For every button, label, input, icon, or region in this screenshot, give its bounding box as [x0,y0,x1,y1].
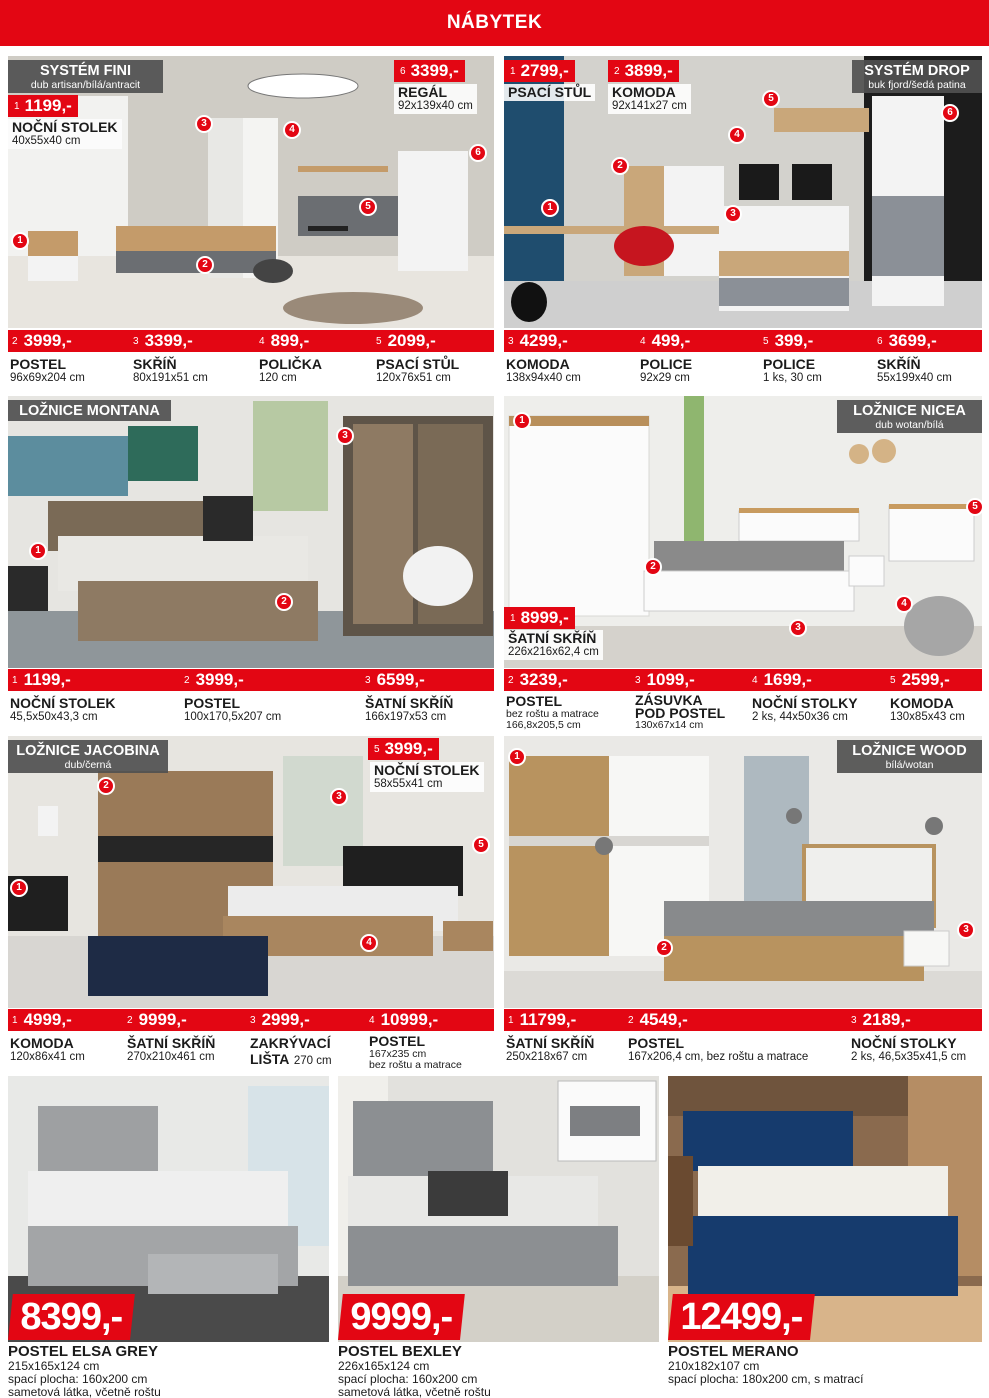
price-tag: 4 10999,- [369,1010,439,1029]
marker-1: 1 [541,199,559,217]
fini-subtitle: dub artisan/bílá/antracit [30,79,141,91]
nicea-price-tag-1: 1 8999,- [504,607,575,629]
jacobina-item-4: POSTEL 167x235 cm bez roštu a matrace [369,1033,462,1070]
section-drop [504,56,982,390]
price-tag: 3 4299,- [508,331,568,350]
fini-item-6 [394,84,477,114]
marker-1: 1 [508,748,526,766]
merano-details: POSTEL MERANO 210x182x107 cm spací plocha: 180x200 cm, s matrací [668,1343,864,1386]
price-tag: 4 899,- [259,331,310,350]
nicea-item-5: KOMODA 130x85x43 cm [890,695,965,723]
nicea-item-1 [504,630,603,660]
item-dims: 40x55x40 cm [12,135,81,147]
item-name: NOČNÍ STOLEK [374,762,480,778]
nicea-title: LOŽNICE NICEA [853,403,966,419]
page-header [0,0,989,46]
marker-2: 2 [611,157,629,175]
marker-5: 5 [966,498,982,516]
marker-5: 5 [762,90,780,108]
elsa-price: 8399,- [8,1294,135,1340]
marker-4: 4 [895,595,913,613]
price-tag: 5 2599,- [890,670,950,689]
nicea-item-3: ZÁSUVKA POD POSTEL 130x67x14 cm [635,692,726,730]
montana-item-3: ŠATNÍ SKŘÍŇ 166x197x53 cm [365,695,454,723]
drop-item-1: PSACÍ STŮL [504,84,595,101]
marker-3: 3 [957,921,975,939]
nicea-item-4: NOČNÍ STOLKY 2 ks, 44x50x36 cm [752,695,858,723]
montana-price-strip [8,669,494,691]
fini-price-strip [8,330,494,352]
wood-title: LOŽNICE WOOD [852,743,967,759]
marker-2: 2 [275,593,293,611]
fini-label [8,60,163,93]
price-tag: 4 499,- [640,331,691,350]
section-jacobina [8,736,494,1070]
price-tag: 2 4549,- [628,1010,688,1029]
fini-item-2: POSTEL 96x69x204 cm [10,356,85,384]
nicea-label [837,400,982,433]
page-title: NÁBYTEK [446,12,543,33]
marker-4: 4 [360,934,378,952]
jacobina-price-strip [8,1009,494,1031]
nicea-photo [504,396,982,668]
item-dims: 58x55x41 cm [374,778,443,790]
fini-price-tag-1: 1 1199,- [8,95,78,117]
drop-price-strip [504,330,982,352]
wood-label [837,740,982,773]
marker-1: 1 [11,232,29,250]
price-tag: 1 1199,- [12,670,71,689]
drop-item-3: KOMODA 138x94x40 cm [506,356,581,384]
drop-subtitle: buk fjord/šedá patina [868,79,966,91]
price-tag: 2 3999,- [12,331,72,350]
section-montana [8,396,494,730]
wood-item-3: NOČNÍ STOLKY 2 ks, 46,5x35x41,5 cm [851,1035,967,1063]
marker-1: 1 [29,542,47,560]
nicea-price-strip [504,669,982,691]
drop-price-tag-1: 1 2799,- [504,60,575,82]
bed-card-bexley [338,1076,659,1398]
fini-item-5: PSACÍ STŮL 120x76x51 cm [376,356,460,384]
marker-1: 1 [10,879,28,897]
drop-item-6: SKŘÍŇ 55x199x40 cm [877,356,952,384]
wood-photo [504,736,982,1008]
price-tag: 5 399,- [763,331,814,350]
jacobina-price-tag-5: 5 3999,- [368,738,439,760]
marker-1: 1 [513,412,531,430]
marker-3: 3 [789,619,807,637]
fini-item-4: POLIČKA 120 cm [259,356,322,384]
price-tag: 2 3239,- [508,670,568,689]
montana-label [8,400,171,421]
marker-6: 6 [941,104,959,122]
jacobina-item-5 [370,762,484,792]
drop-label [852,60,982,93]
montana-title: LOŽNICE MONTANA [19,403,160,419]
jacobina-title: LOŽNICE JACOBINA [16,743,160,759]
drop-item-4: POLICE 92x29 cm [640,356,693,384]
marker-2: 2 [655,939,673,957]
marker-5: 5 [359,198,377,216]
price-tag: 2 3999,- [184,670,244,689]
drop-item-5: POLICE 1 ks, 30 cm [763,356,822,384]
montana-item-1: NOČNÍ STOLEK 45,5x50x43,3 cm [10,695,116,723]
marker-3: 3 [336,427,354,445]
jacobina-label [8,740,168,773]
item-dims: 226x216x62,4 cm [508,646,599,658]
section-wood [504,736,982,1070]
wood-price-strip [504,1009,982,1031]
marker-3: 3 [330,788,348,806]
bed-card-merano [668,1076,982,1398]
price-tag: 3 6599,- [365,670,425,689]
price-tag: 2 9999,- [127,1010,187,1029]
fini-item-3: SKŘÍŇ 80x191x51 cm [133,356,208,384]
jacobina-item-3: ZAKRÝVACÍ LIŠTA 270 cm [250,1035,332,1067]
section-nicea [504,396,982,730]
jacobina-item-1: KOMODA 120x86x41 cm [10,1035,85,1063]
marker-3: 3 [724,205,742,223]
marker-6: 6 [469,144,487,162]
price-tag: 3 2999,- [250,1010,310,1029]
price-tag: 3 3399,- [133,331,193,350]
fini-item-1 [8,119,122,149]
bexley-price: 9999,- [338,1294,465,1340]
marker-2: 2 [97,777,115,795]
montana-photo [8,396,494,668]
drop-item-2: KOMODA 92x141x27 cm [608,84,691,114]
price-tag: 3 1099,- [635,670,695,689]
section-fini [8,56,494,390]
marker-2: 2 [644,558,662,576]
item-dims: 92x139x40 cm [398,100,473,112]
wood-item-2: POSTEL 167x206,4 cm, bez roštu a matrace [628,1035,809,1063]
marker-4: 4 [283,121,301,139]
wood-subtitle: bílá/wotan [885,759,934,771]
nicea-subtitle: dub wotan/bílá [875,419,944,431]
price-tag: 4 1699,- [752,670,812,689]
item-name: REGÁL [398,84,447,100]
elsa-details: POSTEL ELSA GREY 215x165x124 cm spací plocha: 160x200 cm sametová látka, včetně roštu [8,1343,161,1398]
item-name: ŠATNÍ SKŘÍŇ [508,630,597,646]
bed-card-elsa [8,1076,329,1398]
bexley-details: POSTEL BEXLEY 226x165x124 cm spací plocha: 160x200 cm sametová látka, včetně roštu [338,1343,491,1398]
price-tag: 5 2099,- [376,331,436,350]
nicea-item-2: POSTEL bez roštu a matrace 166,8x205,5 cm [506,693,599,730]
item-name: NOČNÍ STOLEK [12,119,118,135]
marker-2: 2 [196,256,214,274]
price-tag: 3 2189,- [851,1010,911,1029]
drop-title: SYSTÉM DROP [864,63,970,79]
price-tag: 1 11799,- [508,1010,577,1029]
montana-item-2: POSTEL 100x170,5x207 cm [184,695,282,723]
marker-3: 3 [195,115,213,133]
fini-price-tag-6: 6 3399,- [394,60,465,82]
drop-price-tag-2: 2 3899,- [608,60,679,82]
fini-title: SYSTÉM FINI [39,63,132,79]
jacobina-item-2: ŠATNÍ SKŘÍŇ 270x210x461 cm [127,1035,216,1063]
price-tag: 6 3699,- [877,331,937,350]
wood-item-1: ŠATNÍ SKŘÍŇ 250x218x67 cm [506,1035,595,1063]
price-tag: 1 4999,- [12,1010,72,1029]
marker-4: 4 [728,126,746,144]
marker-5: 5 [472,836,490,854]
merano-price: 12499,- [668,1294,815,1340]
jacobina-subtitle: dub/černá [64,759,112,771]
